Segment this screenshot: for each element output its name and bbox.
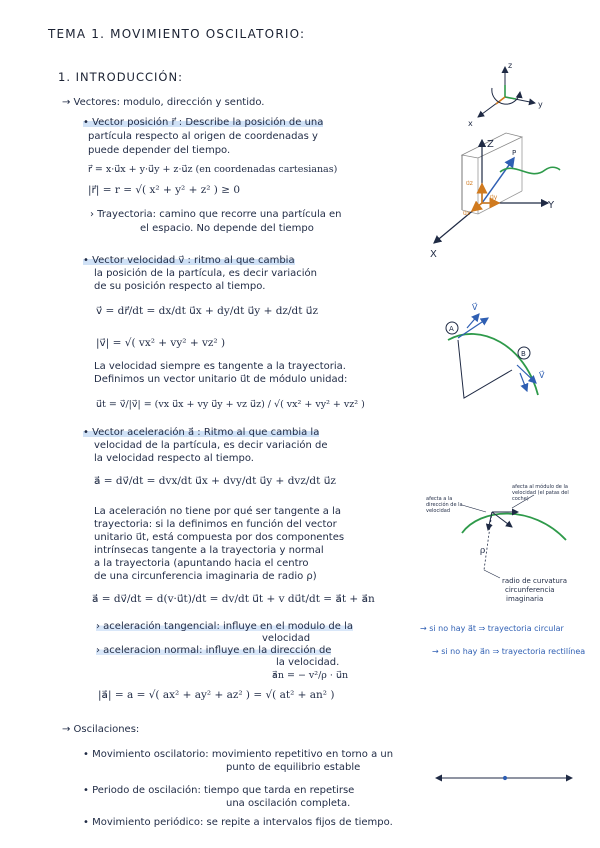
posicion-eq-cartesian: r⃗ = x·u⃗x + y·u⃗y + z·u⃗z (en coordenadas cartesianas): [88, 164, 338, 175]
radio-curvatura-note-3: imaginaria: [506, 595, 544, 603]
aceleracion-eq-modulo: |a⃗| = a = √( ax² + ay² + az² ) = √( at² + an² ): [98, 689, 335, 701]
aceleracion-eq-componentes: a⃗ = dv⃗/dt = d(v·u⃗t)/dt = dv/dt u⃗t + v du⃗t/dt = a⃗t + a⃗n: [92, 593, 375, 605]
page-title: TEMA 1. MOVIMIENTO OSCILATORIO:: [48, 27, 306, 41]
aceleracion-para-6: de una circunferencia imaginaria de radio ρ): [94, 571, 317, 582]
small-axis-x-label: x: [468, 119, 473, 128]
tangencial-result: → si no hay a⃗t ⇒ trayectoria circular: [420, 624, 564, 633]
normal-line-1: › aceleracion normal: influye en la dirección de: [96, 645, 332, 656]
tangencial-line-1: › aceleración tangencial: influye en el modulo de la: [96, 621, 353, 632]
cube-axis-z-label: Z: [487, 139, 494, 150]
periodo-oscilacion-line-2: una oscilación completa.: [226, 798, 351, 809]
normal-result: → si no hay a⃗n ⇒ trayectoria rectilínea: [432, 647, 586, 656]
velocidad-line-2: la posición de la partícula, es decir variación: [94, 268, 318, 279]
velocidad-eq-derivada: v⃗ = dr⃗/dt = dx/dt u⃗x + dy/dt u⃗y + dz/dt u⃗z: [96, 305, 318, 317]
cube-axis-x-label: X: [430, 249, 437, 260]
cube-uy-label: u⃗y: [490, 194, 498, 201]
velocidad-unitario: Definimos un vector unitario u⃗t de módulo unidad:: [94, 374, 348, 385]
aceleracion-para-4: intrínsecas tangente a la trayectoria y normal: [94, 545, 324, 556]
velocity-b-label: V⃗: [539, 371, 545, 380]
note-modulo: afecta al módulo de la velocidad (el patas del coche): [512, 484, 569, 502]
movimiento-oscilatorio-line-1: • Movimiento oscilatorio: movimiento repetitivo en torno a un: [83, 749, 394, 760]
posicion-eq-modulo: |r⃗| = r = √( x² + y² + z² ) ≥ 0: [88, 184, 241, 196]
radio-curvatura-note-2: circunferencia: [505, 586, 555, 594]
rho-label: ρ: [480, 546, 486, 556]
radio-curvatura-note-1: radio de curvatura: [502, 577, 567, 585]
posicion-line-3: puede depender del tiempo.: [88, 145, 231, 156]
point-a-label: A: [449, 325, 454, 333]
point-b-label: B: [521, 350, 526, 358]
posicion-line-1: • Vector posición r⃗ : Describe la posición de una: [83, 117, 324, 128]
aceleracion-line-1: • Vector aceleración a⃗ : Ritmo al que cambia la: [83, 427, 320, 438]
periodo-oscilacion-line-1: • Periodo de oscilación: tiempo que tarda en repetirse: [83, 785, 355, 796]
cube-uz-label: u⃗z: [466, 180, 473, 187]
note-direccion: afecta a la dirección de la velocidad: [426, 496, 463, 514]
aceleracion-para-1: La aceleración no tiene por qué ser tangente a la: [94, 506, 342, 517]
oscilaciones-heading: → Oscilaciones:: [62, 724, 140, 735]
velocidad-line-3: de su posición respecto al tiempo.: [94, 281, 266, 292]
vectores-line: → Vectores: modulo, dirección y sentido.: [62, 97, 265, 108]
aceleracion-eq-derivada: a⃗ = dv⃗/dt = dvx/dt u⃗x + dvy/dt u⃗y + dvz/dt u⃗z: [94, 475, 336, 487]
small-axis-z-label: z: [508, 61, 513, 70]
movimiento-periodico-line: • Movimiento periódico: se repite a intervalos fijos de tiempo.: [83, 817, 393, 828]
aceleracion-para-2: trayectoria: si la definimos en función del vector: [94, 519, 337, 530]
movimiento-oscilatorio-line-2: punto de equilibrio estable: [226, 762, 361, 773]
aceleracion-para-5: a la trayectoria (apuntando hacia el centro: [94, 558, 309, 569]
section-heading-introduccion: 1. INTRODUCCIÓN:: [58, 70, 183, 84]
velocidad-tangente: La velocidad siempre es tangente a la trayectoria.: [94, 361, 346, 372]
normal-eq: a⃗n = − v²/ρ · u⃗n: [272, 670, 349, 681]
cube-point-p-label: P: [512, 149, 517, 157]
cube-ux-label: u⃗x: [463, 210, 471, 217]
normal-line-2: la velocidad.: [276, 657, 340, 668]
trayectoria-line-2: el espacio. No depende del tiempo: [140, 223, 314, 234]
velocidad-eq-modulo: |v⃗| = √( vx² + vy² + vz² ): [96, 337, 226, 349]
velocity-a-label: V⃗: [472, 303, 478, 312]
posicion-line-2: partícula respecto al origen de coordenadas y: [88, 131, 318, 142]
tangencial-line-2: velocidad: [262, 633, 311, 644]
aceleracion-line-2: velocidad de la partícula, es decir variación de: [94, 440, 328, 451]
velocidad-eq-unitario: u⃗t = v⃗/|v⃗| = (vx u⃗x + vy u⃗y + vz u⃗z) / √( vx² + vy² + vz² ): [96, 399, 365, 410]
small-axis-y-label: y: [538, 100, 543, 109]
aceleracion-para-3: unitario u⃗t, está compuesta por dos componentes: [94, 532, 345, 543]
aceleracion-line-3: la velocidad respecto al tiempo.: [94, 453, 254, 464]
cube-axis-y-label: Y: [548, 200, 555, 211]
trayectoria-line-1: › Trayectoria: camino que recorre una partícula en: [90, 209, 342, 220]
velocidad-line-1: • Vector velocidad v⃗ : ritmo al que cambia: [83, 255, 295, 266]
